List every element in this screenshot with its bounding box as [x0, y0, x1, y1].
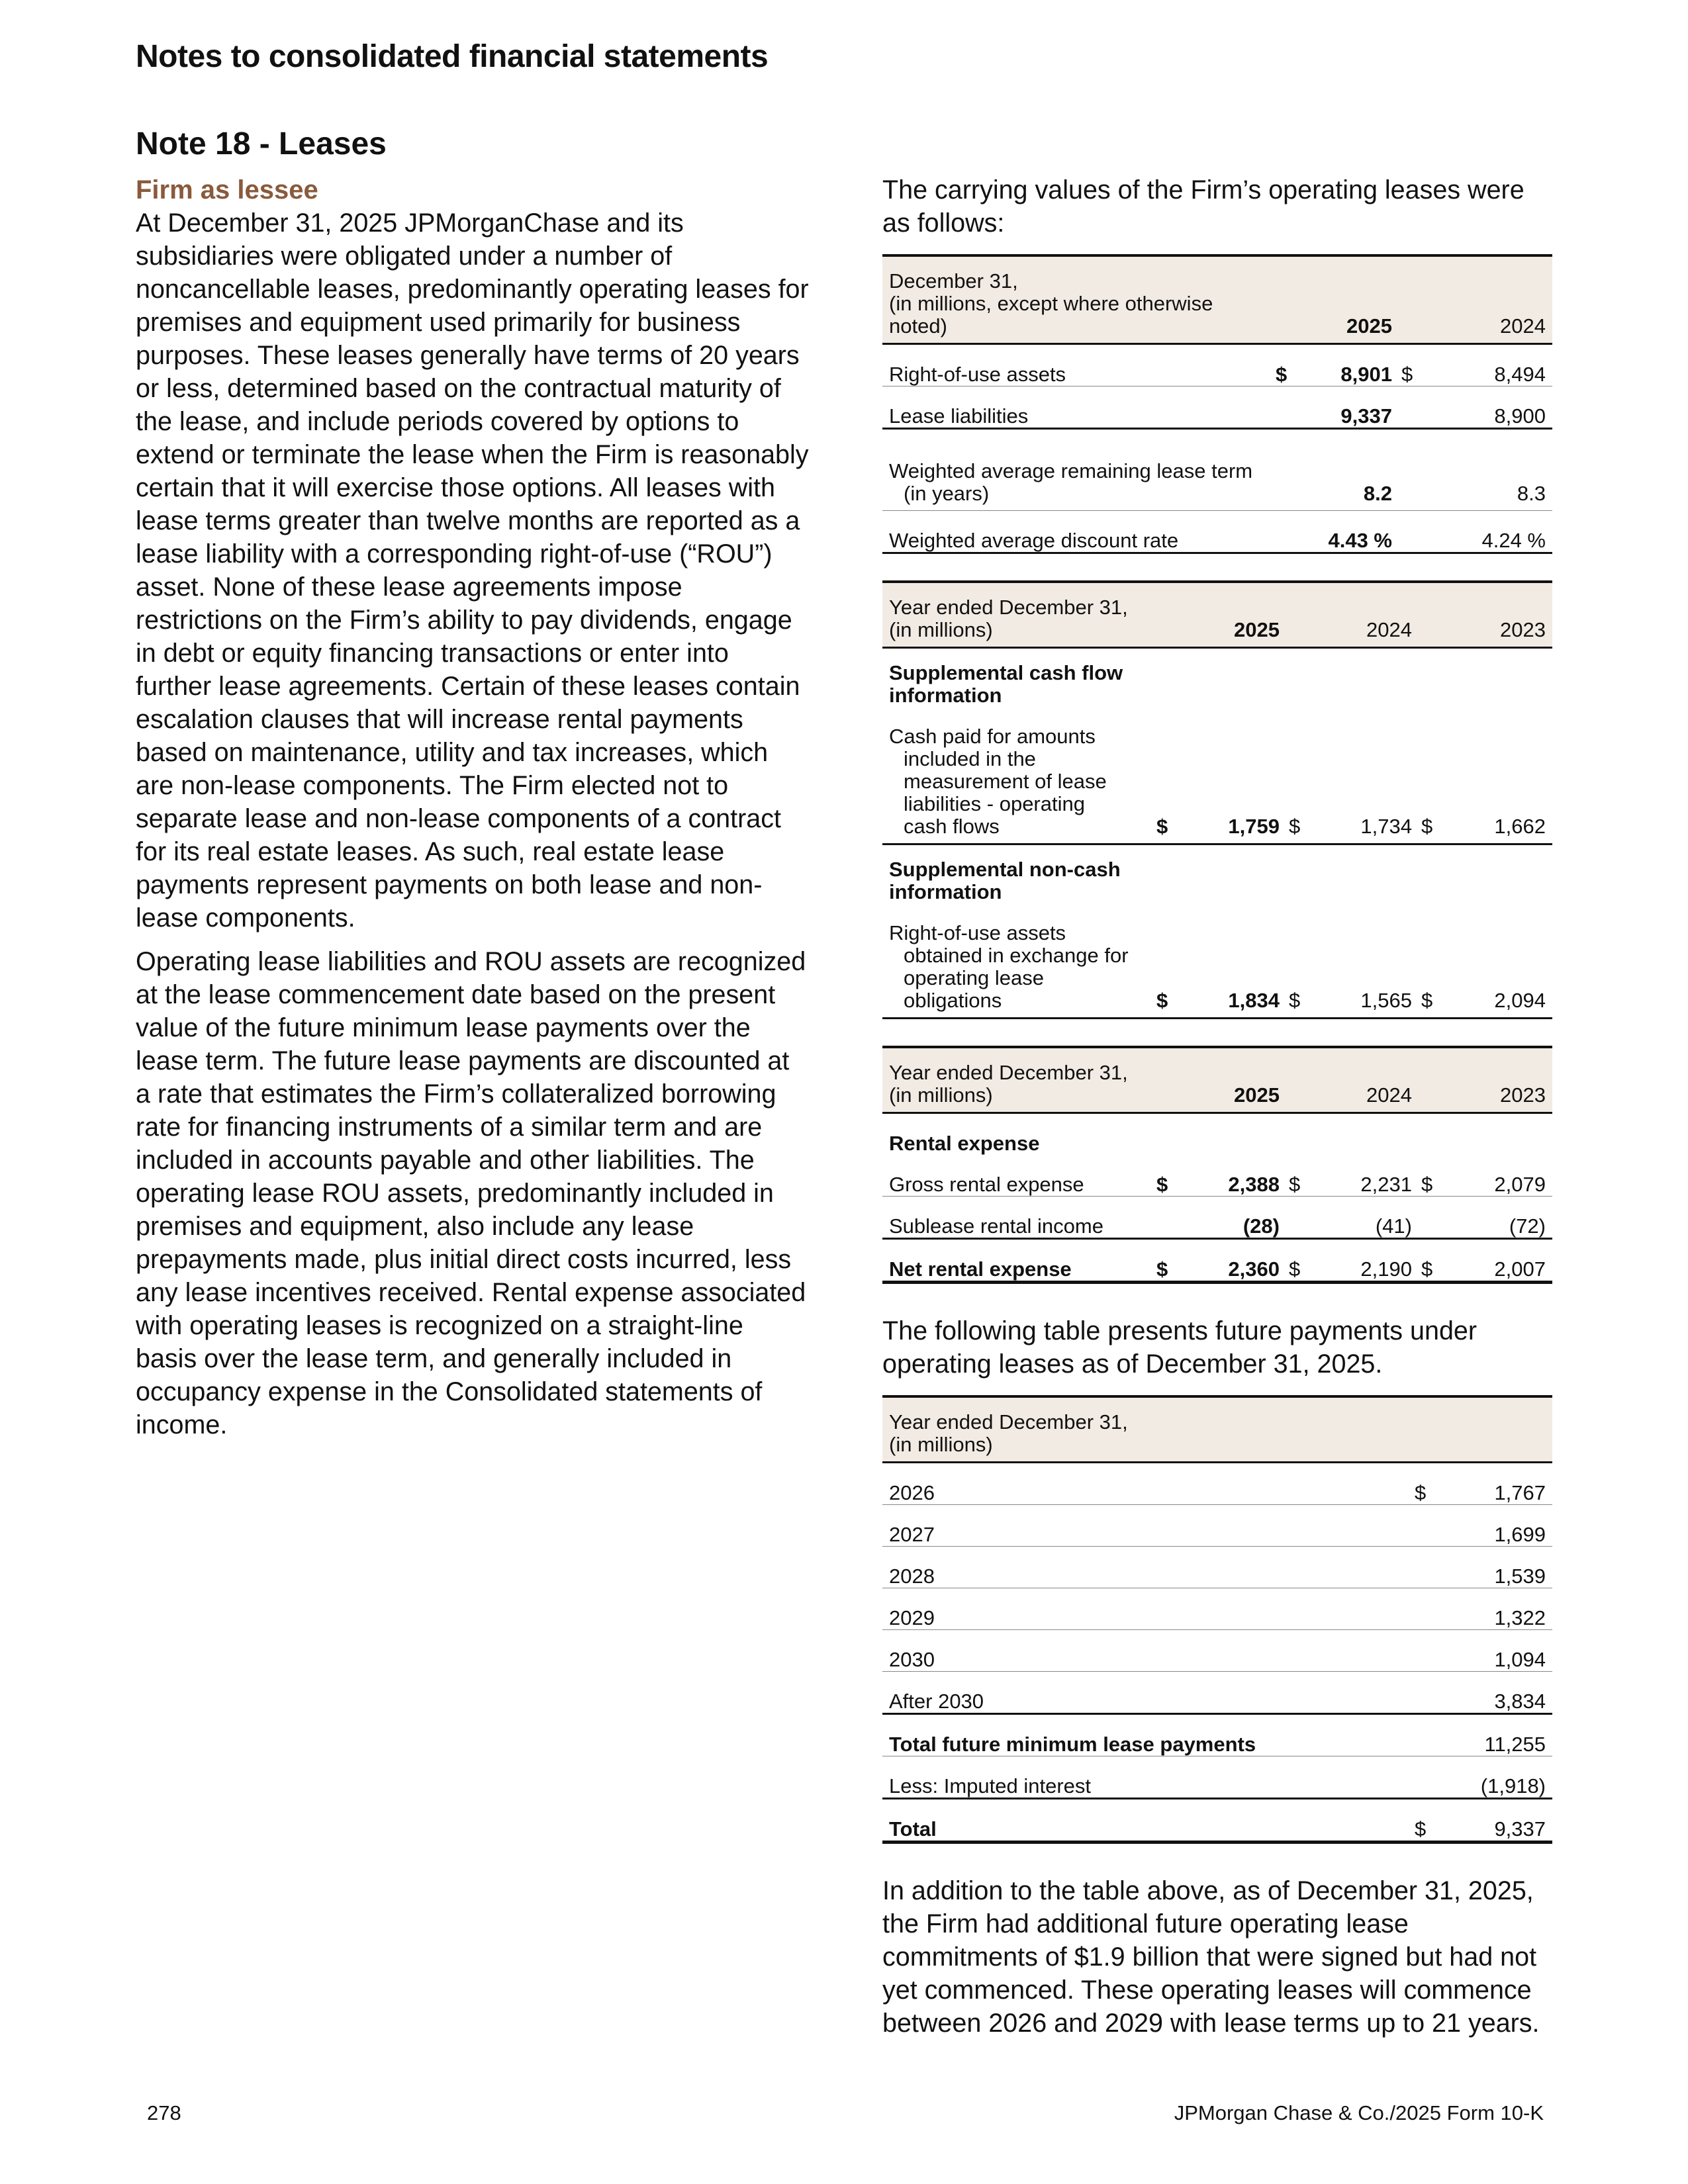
- total-row: Net rental expense $ 2,360 $ 2,190 $ 2,007: [882, 1239, 1552, 1283]
- year-2024-header: 2024: [1399, 255, 1552, 344]
- table-header-label: Year ended December 31, (in millions): [882, 1396, 1552, 1463]
- future-payments-intro: The following table presents future payments under operating leases as of December 31, 2025.: [882, 1316, 1477, 1379]
- subtotal-row: Total future minimum lease payments 11,255: [882, 1714, 1552, 1756]
- table-row: After 2030 3,834: [882, 1672, 1552, 1714]
- table-header-label: Year ended December 31, (in millions): [882, 582, 1154, 648]
- year-2024-header: 2024: [1286, 1047, 1419, 1113]
- table-row: Lease liabilities 9,337 8,900: [882, 387, 1552, 429]
- section-row: Supplemental non-cash information: [889, 858, 1121, 903]
- table-header-label: Year ended December 31, (in millions): [882, 1047, 1154, 1113]
- carrying-values-intro: The carrying values of the Firm’s operating leases were as follows:: [882, 175, 1524, 238]
- table-row: 2028 1,539: [882, 1547, 1552, 1588]
- rental-expense-table: [882, 1046, 1552, 1284]
- paragraph-1: At December 31, 2025 JPMorganChase and its subsidiaries were obligated under a number of noncancellable leases, predominantly operating leases for premises and equipment used primarily for business purposes. These leases generally have terms of 20 years or less, determined based on the contractual maturity of the lease, and include periods covered by options to extend or terminate the lease when the Firm is reasonably certain that it will exercise those options. All leases with lease terms greater than twelve months are reported as a lease liability with a corresponding right-of-use (“ROU”) asset. None of these lease agreements impose restrictions on the Firm’s ability to pay dividends, engage in debt or equity financing transactions or enter into further lease agreements. Certain of these leases contain escalation clauses that will increase rental payments based on maintenance, utility and tax increases, which are non-lease components. The Firm elected not to separate lease and non-lease components of a contract for its real estate leases. As such, real estate lease payments represent payments on both lease and non-lease components.: [136, 208, 809, 933]
- table-row: Right-of-use assets obtained in exchange for operating lease obligations $ 1,834 $ 1,565 $ 2,094: [882, 909, 1552, 1019]
- table-row: Cash paid for amounts included in the measurement of lease liabilities - operating cash flows $ 1,759 $ 1,734 $ 1,662: [882, 712, 1552, 844]
- table-row: Sublease rental income (28) (41) (72): [882, 1197, 1552, 1239]
- page-header: Notes to consolidated financial statements: [136, 39, 769, 74]
- table-row: Gross rental expense $ 2,388 $ 2,231 $ 2,079: [882, 1155, 1552, 1197]
- footer-title: JPMorgan Chase & Co./2025 Form 10-K: [1174, 2101, 1544, 2124]
- table-header-row: [882, 1396, 1552, 1463]
- future-payments-table: [882, 1395, 1552, 1844]
- supplemental-cash-flow-table: [882, 580, 1552, 1019]
- table-row: Weighted average remaining lease term (in years) 8.2 8.3: [882, 447, 1552, 511]
- section-row: Supplemental cash flow information: [889, 661, 1123, 707]
- left-column: [136, 173, 811, 1441]
- note-title: Note 18 - Leases: [136, 126, 387, 161]
- table-row: 2030 1,094: [882, 1630, 1552, 1672]
- total-row: Total $ 9,337: [882, 1799, 1552, 1843]
- table-row: 2027 1,699: [882, 1505, 1552, 1547]
- table-row: 2026 $ 1,767: [882, 1463, 1552, 1505]
- table-row: Right-of-use assets $ 8,901 $ 8,494: [882, 344, 1552, 387]
- paragraph-2: Operating lease liabilities and ROU assets are recognized at the lease commencement date based on the present value of the future minimum lease payments over the lease term. The future lease payments are discounted at a rate that estimates the Firm’s collateralized borrowing rate for financing instruments of a similar term and are included in accounts payable and other liabilities. The operating lease ROU assets, predominantly included in premises and equipment, also include any lease prepayments made, plus initial direct costs incurred, less any lease incentives received. Rental expense associated with operating leases is recognized on a straight-line basis over the lease term, and generally included in occupancy expense in the Consolidated statements of income.: [136, 947, 806, 1439]
- table-row: 2029 1,322: [882, 1588, 1552, 1630]
- table-row: Weighted average discount rate 4.43 % 4.24 %: [882, 511, 1552, 553]
- year-2025-header: 2025: [1154, 582, 1286, 648]
- table-header-row: [882, 1047, 1552, 1113]
- right-column: [882, 173, 1552, 2054]
- table-header-row: [882, 255, 1552, 344]
- table-header-label: December 31, (in millions, except where otherwise noted): [882, 255, 1273, 344]
- closing-paragraph: In addition to the table above, as of December 31, 2025, the Firm had additional future operating lease commitments of $1.9 billion that were signed but had not yet commenced. These operating leases will commence between 2026 and 2029 with lease terms up to 21 years.: [882, 1876, 1540, 2038]
- year-2025-header: 2025: [1273, 255, 1399, 344]
- table-row: Less: Imputed interest (1,918): [882, 1756, 1552, 1799]
- year-2023-header: 2023: [1419, 582, 1552, 648]
- section-row: Rental expense: [889, 1132, 1040, 1155]
- year-2023-header: 2023: [1419, 1047, 1552, 1113]
- section-subhead: Firm as lessee: [136, 175, 318, 205]
- table-header-row: [882, 582, 1552, 648]
- year-2025-header: 2025: [1154, 1047, 1286, 1113]
- year-2024-header: 2024: [1286, 582, 1419, 648]
- page-number: 278: [147, 2101, 181, 2124]
- carrying-values-table: [882, 254, 1552, 554]
